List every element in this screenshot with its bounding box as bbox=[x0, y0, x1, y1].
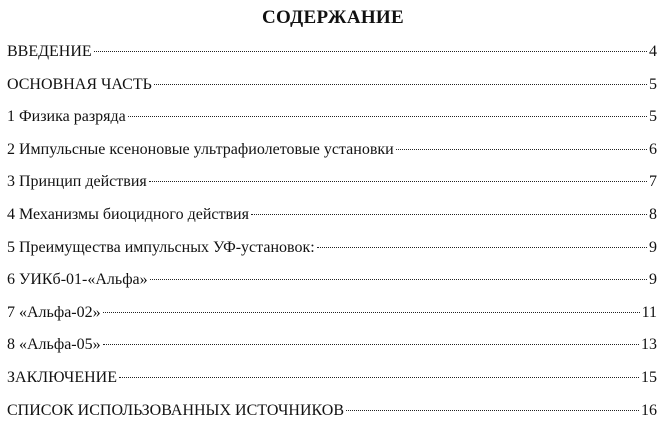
dot-leader bbox=[119, 377, 639, 378]
dot-leader bbox=[103, 344, 639, 345]
toc-entry-page: 16 bbox=[641, 401, 657, 419]
toc-entry-page: 8 bbox=[649, 205, 657, 223]
dot-leader bbox=[396, 149, 647, 150]
dot-leader bbox=[251, 214, 647, 215]
toc-entry-label: 1 Физика разряда bbox=[7, 108, 126, 126]
toc-entry-label: 3 Принцип действия bbox=[7, 173, 147, 191]
toc-entry-label: 6 УИКб-01-«Альфа» bbox=[7, 271, 148, 289]
toc-entry-page: 9 bbox=[649, 271, 657, 289]
toc-entry-page: 5 bbox=[649, 75, 657, 93]
dot-leader bbox=[150, 279, 647, 280]
toc-entry-page: 5 bbox=[649, 108, 657, 126]
dot-leader bbox=[128, 116, 647, 117]
toc-entry-page: 7 bbox=[649, 173, 657, 191]
toc-entry-page: 4 bbox=[649, 43, 657, 60]
toc-entry-label: 5 Преимущества импульсных УФ-установок: bbox=[7, 238, 315, 256]
dot-leader bbox=[94, 51, 647, 52]
toc-entry-page: 11 bbox=[641, 303, 657, 321]
toc-entry-label: ЗАКЛЮЧЕНИЕ bbox=[7, 368, 117, 386]
toc-entry[interactable] bbox=[7, 366, 657, 399]
toc-entry-label: ВВЕДЕНИЕ bbox=[7, 43, 92, 60]
toc-entry[interactable] bbox=[7, 399, 657, 432]
toc-entry-label: 7 «Альфа-02» bbox=[7, 303, 101, 321]
toc-entry-page: 15 bbox=[641, 368, 657, 386]
toc-entry-label: 4 Механизмы биоцидного действия bbox=[7, 205, 249, 223]
toc-entry[interactable] bbox=[7, 40, 657, 73]
page-title: СОДЕРЖАНИЕ bbox=[262, 7, 404, 28]
toc-entry-label: 2 Импульсные ксеноновые ультрафиолетовые установки bbox=[7, 140, 394, 158]
toc-entry-page: 6 bbox=[649, 140, 657, 158]
toc-entry-label: ОСНОВНАЯ ЧАСТЬ bbox=[7, 75, 152, 93]
toc-entry[interactable] bbox=[7, 236, 657, 269]
toc-entry[interactable] bbox=[7, 203, 657, 236]
toc-entry-page: 13 bbox=[641, 336, 657, 354]
dot-leader bbox=[149, 181, 647, 182]
table-of-contents bbox=[7, 40, 657, 431]
toc-entry-label: СПИСОК ИСПОЛЬЗОВАННЫХ ИСТОЧНИКОВ bbox=[7, 401, 345, 419]
toc-entry[interactable] bbox=[7, 73, 657, 106]
toc-entry-page: 9 bbox=[649, 238, 657, 256]
dot-leader bbox=[317, 247, 647, 248]
toc-entry[interactable] bbox=[7, 333, 657, 366]
toc-entry[interactable] bbox=[7, 268, 657, 301]
dot-leader bbox=[346, 410, 639, 411]
toc-entry[interactable] bbox=[7, 170, 657, 203]
toc-entry[interactable] bbox=[7, 105, 657, 138]
toc-entry[interactable] bbox=[7, 138, 657, 171]
dot-leader bbox=[154, 84, 647, 85]
dot-leader bbox=[103, 312, 640, 313]
toc-entry-label: 8 «Альфа-05» bbox=[7, 336, 101, 354]
toc-entry[interactable] bbox=[7, 301, 657, 334]
